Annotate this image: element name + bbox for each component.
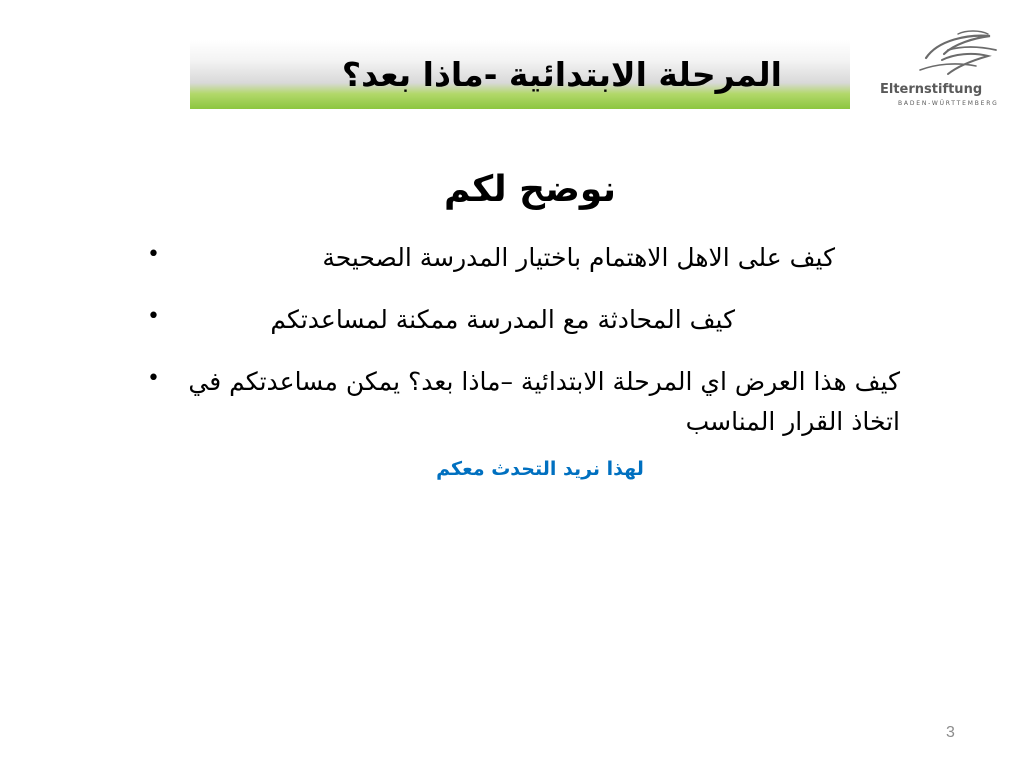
bullet-list	[145, 238, 905, 464]
logo-subtitle: BADEN-WÜRTTEMBERG	[898, 100, 999, 107]
logo-name: Elternstiftung	[880, 82, 983, 97]
logo-swoosh-icon	[918, 30, 1000, 80]
bullet-item	[145, 238, 905, 278]
bullet-item	[145, 362, 905, 442]
slide-heading: نوضح لكم	[443, 169, 617, 210]
bullet-marker: •	[147, 304, 160, 329]
bullet-text: كيف هذا العرض اي المرحلة الابتدائية –ماذا بعد؟ يمكن مساعدتكم في اتخاذ القرار المناسب	[188, 367, 900, 436]
bullet-marker: •	[147, 242, 160, 267]
bullet-item	[145, 300, 905, 340]
slide-title: المرحلة الابتدائية -ماذا بعد؟	[341, 55, 782, 94]
closing-line: لهذا نريد التحدث معكم	[436, 458, 644, 480]
title-bar	[190, 40, 850, 109]
bullet-text: كيف على الاهل الاهتمام باختيار المدرسة الصحيحة	[322, 243, 835, 272]
bullet-marker: •	[147, 366, 160, 391]
page-number: 3	[946, 724, 955, 741]
bullet-text: كيف المحادثة مع المدرسة ممكنة لمساعدتكم	[270, 305, 735, 334]
elternstiftung-logo	[872, 30, 1002, 115]
